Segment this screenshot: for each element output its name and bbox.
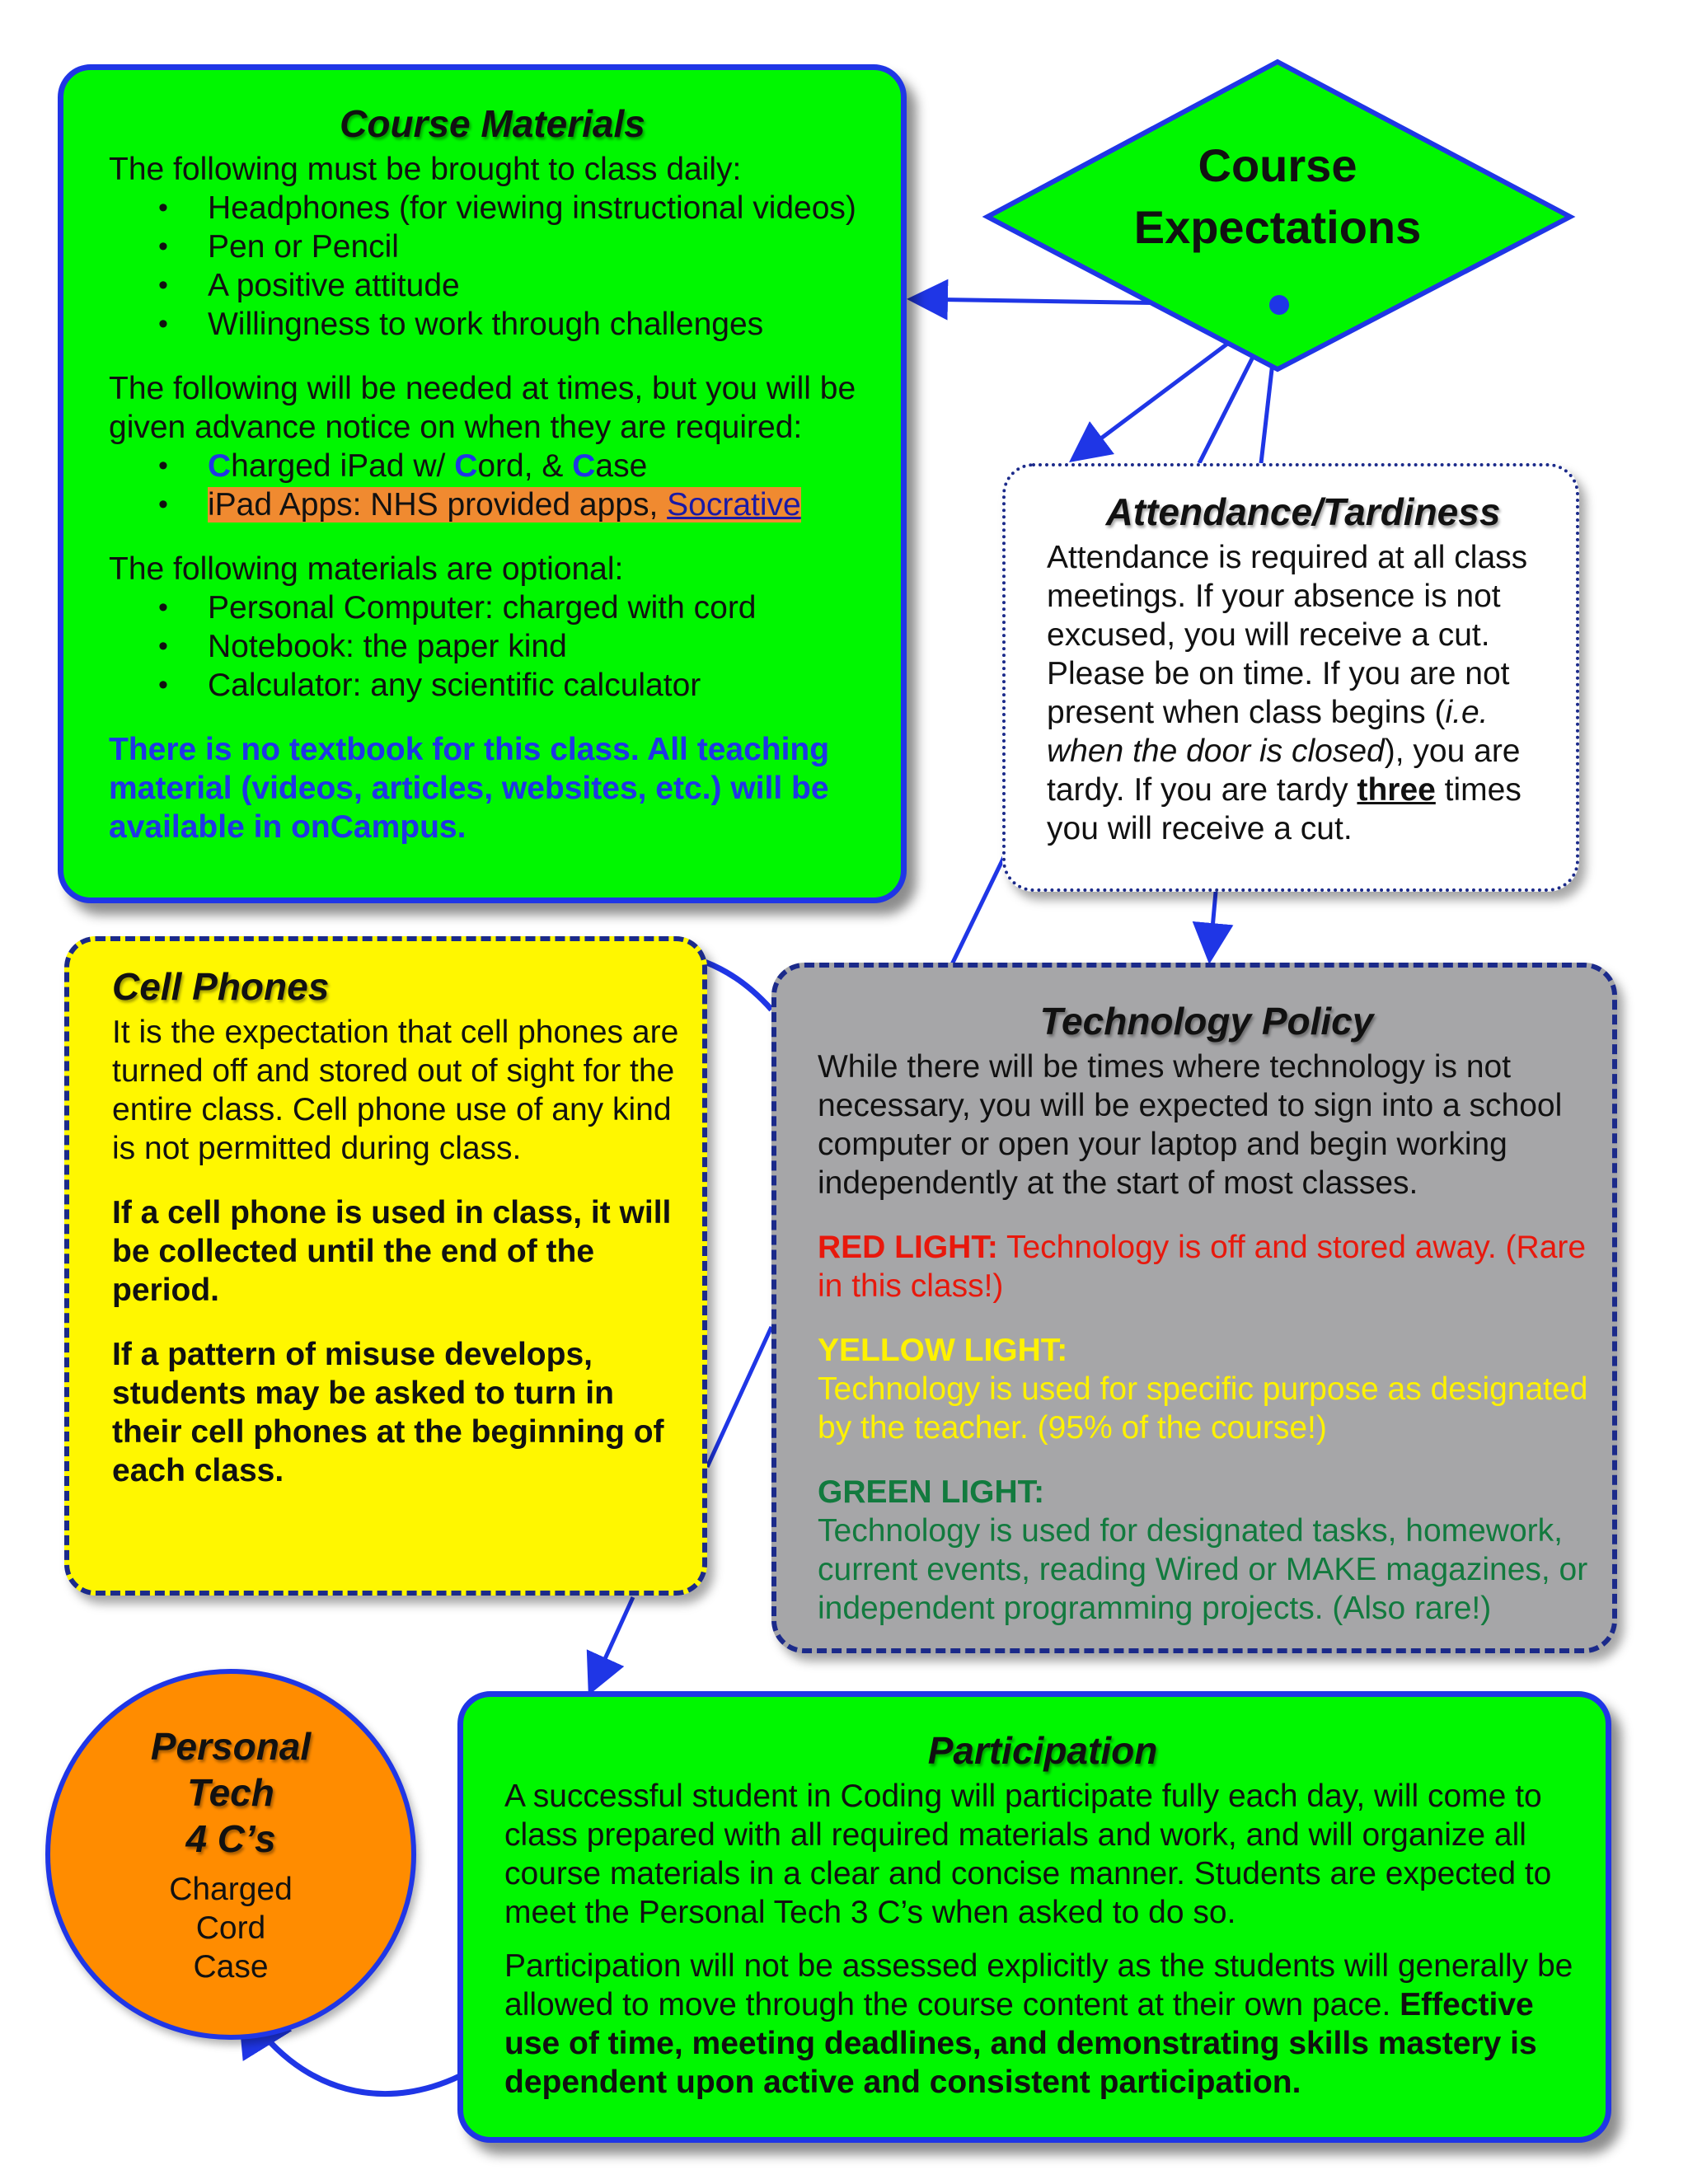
participation-box <box>457 1691 1611 2143</box>
line-attendance-to-tech <box>952 857 1004 964</box>
yellow-light-text: Technology is used for specific purpose as designated by the teacher. (95% of the course!) <box>818 1371 1588 1446</box>
attendance-heading: Attendance/Tardiness <box>1105 490 1501 533</box>
participation-p1: A successful student in Coding will participate fully each day, will come to class prepared with all required materials and work, and will organize all course materials in a clear and concise manner. Students are expected to meet the Personal Tech 3 C’s when asked to do so. <box>504 1778 1552 1930</box>
list-item: • A positive attitude <box>208 266 876 305</box>
personal-tech-item: Cord <box>195 1910 266 1946</box>
personal-tech-heading: Personal Tech 4 C’s <box>150 1725 312 1860</box>
list-item: • Calculator: any scientific calculator <box>208 666 876 705</box>
daily-list <box>109 189 876 344</box>
personal-tech-item: Case <box>193 1949 269 1985</box>
cell-phones-p2: If a cell phone is used in class, it will be collected until the end of the period. <box>112 1194 672 1308</box>
list-item: • Personal Computer: charged with cord <box>208 588 876 627</box>
list-item: • Willingness to work through challenges <box>208 305 876 344</box>
course-materials-box <box>58 64 907 903</box>
list-item: • Notebook: the paper kind <box>208 627 876 666</box>
green-light-label: GREEN LIGHT: <box>818 1474 1045 1510</box>
green-light-text: Technology is used for designated tasks, homework, current events, reading Wired or MAKE magazines, or independent programming projects. (Also rare!) <box>818 1512 1588 1626</box>
optional-list <box>109 588 876 705</box>
line-tech-to-cellphones <box>707 1327 771 1467</box>
attendance-text: Attendance is required at all class meetings. If your absence is not excused, you will receive a cut. Please be on time. If you are not present when class begins (i.e. when the door is closed), you are tardy. If you are tardy three times you will receive a cut. <box>1047 539 1528 846</box>
technology-heading: Technology Policy <box>1039 1000 1374 1043</box>
list-item: • Pen or Pencil <box>208 227 876 266</box>
times-list <box>109 447 876 524</box>
yellow-light-label: YELLOW LIGHT: <box>818 1332 1068 1368</box>
connector-dot <box>1269 295 1289 315</box>
list-item-ipad: • Charged iPad w/ Cord, & Case <box>208 447 876 485</box>
cell-phones-heading: Cell Phones <box>112 965 330 1008</box>
title-line1: Course <box>1198 139 1357 191</box>
cell-phones-box <box>64 936 707 1596</box>
times-intro: The following will be needed at times, but you will be given advance notice on when they are required: <box>109 370 856 445</box>
personal-tech-item: Charged <box>169 1872 293 1907</box>
cell-phones-p3: If a pattern of misuse develops, students may be asked to turn in their cell phones at the beginning of each class. <box>112 1336 664 1488</box>
personal-tech-circle <box>45 1669 416 2040</box>
attendance-box <box>1002 463 1579 892</box>
textbook-note: There is no textbook for this class. All teaching material (videos, articles, websites, etc.) will be available in onCampus. <box>109 731 830 845</box>
arrow-attendance-to-tech <box>1210 892 1216 956</box>
daily-intro: The following must be brought to class daily: <box>109 151 742 187</box>
arrow-cellphones-to-participation <box>592 1597 633 1688</box>
participation-p2: Participation will not be assessed explicitly as the students will generally be allowed to move through the course content at their own pace. Effective use of time, meeting deadlines, and demonstrating skills mastery is dependent upon active and consistent participation. <box>504 1947 1573 2100</box>
cell-phones-p1: It is the expectation that cell phones are turned off and stored out of sight for the entire class. Cell phone use of any kind is not permitted during class. <box>112 1014 679 1166</box>
list-item: • Headphones (for viewing instructional videos) <box>208 189 876 227</box>
participation-heading: Participation <box>927 1729 1158 1772</box>
list-item-apps: • iPad Apps: NHS provided apps, Socrative <box>208 485 876 524</box>
title-line2: Expectations <box>1133 201 1422 253</box>
course-materials-heading: Course Materials <box>340 102 645 145</box>
red-light: RED LIGHT: Technology is off and stored away. (Rare in this class!) <box>818 1229 1587 1304</box>
socrative-link[interactable]: Socrative <box>667 486 801 523</box>
optional-intro: The following materials are optional: <box>109 551 624 587</box>
technology-policy-box <box>771 963 1617 1653</box>
technology-intro: While there will be times where technology is not necessary, you will be expected to sign into a school computer or open your laptop and begin working independently at the start of most classes. <box>818 1048 1563 1201</box>
